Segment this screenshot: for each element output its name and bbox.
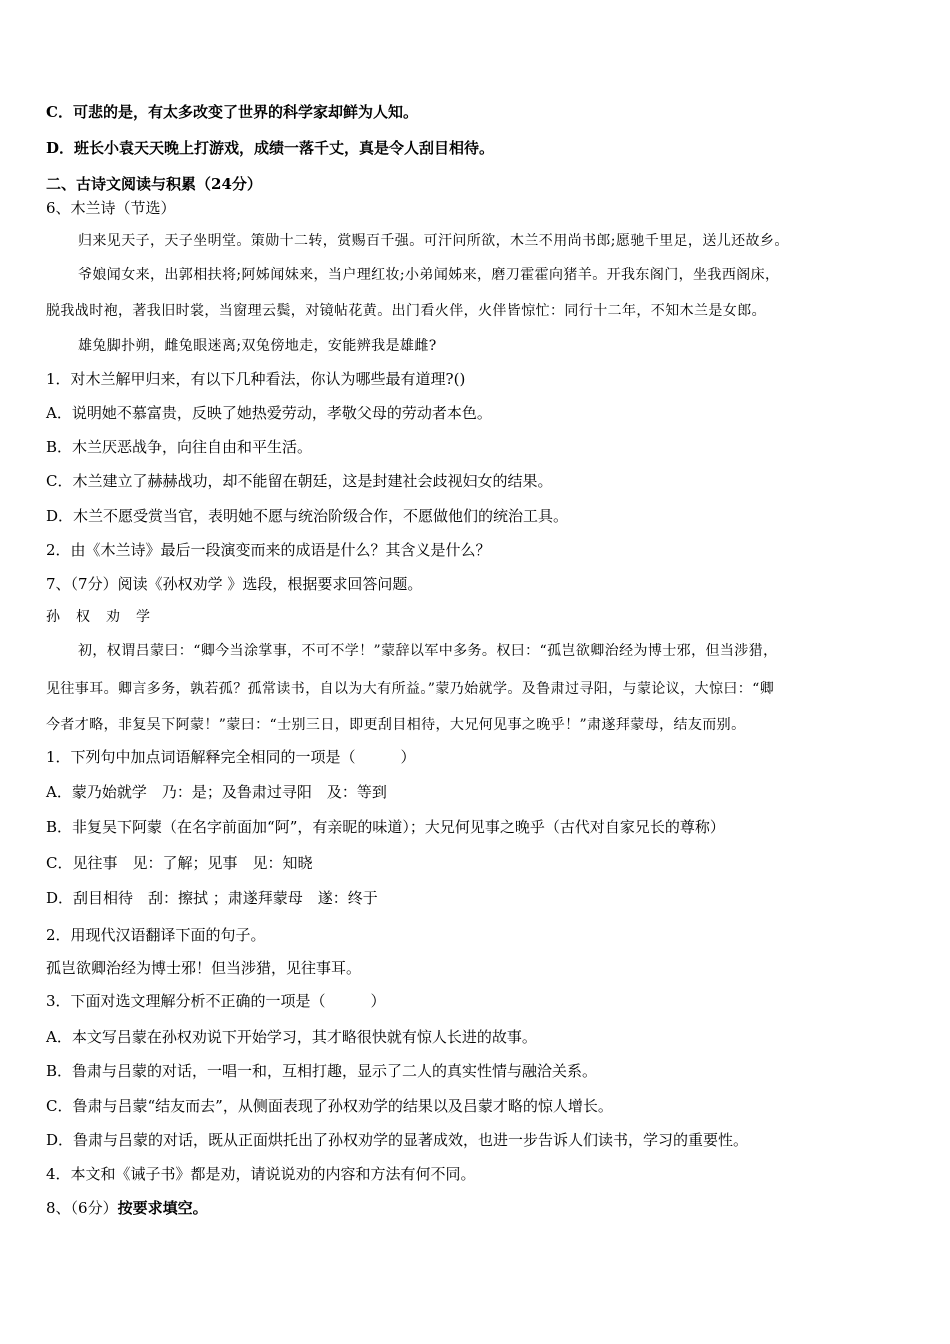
poem-line-4: 雄兔脚扑朔，雌兔眼迷离;双兔傍地走，安能辨我是雄雌? <box>78 338 437 354</box>
q7-sub2: 2．用现代汉语翻译下面的句子。 <box>46 926 266 944</box>
passage-title: 孙权劝学 <box>46 609 166 625</box>
question-7-title: 7、（7分）阅读《孙权劝学 》选段，根据要求回答问题。 <box>46 575 423 593</box>
poem-line-2: 爷娘闻女来，出郭相扶将;阿姊闻妹来，当户理红妆;小弟闻姊来，磨刀霍霍向猪羊。开我东阁门，坐我西阁床， <box>78 267 780 283</box>
q6-sub1-option-b: B．木兰厌恶战争，向往自由和平生活。 <box>46 438 313 456</box>
q7-sub3-option-d: D．鲁肃与吕蒙的对话，既从正面烘托出了孙权劝学的显著成效，也进一步告诉人们读书，学习的重要性。 <box>46 1131 749 1149</box>
q7-sub1-option-b: B．非复吴下阿蒙（在名字前面加“阿”，有亲昵的味道）；大兄何见事之晚乎（古代对自家兄长的尊称） <box>46 818 725 836</box>
q6-sub1-option-a: A．说明她不慕富贵，反映了她热爱劳动，孝敬父母的劳动者本色。 <box>46 404 492 422</box>
question-8-number: 8、（6分） <box>46 1199 118 1217</box>
passage-line-2: 见往事耳。卿言多务，孰若孤？孤常读书，自以为大有所益。”蒙乃始就学。及鲁肃过寻阳，与蒙论议，大惊曰：“卿 <box>46 681 775 697</box>
q7-sub1-option-c: C．见往事 见：了解；见事 见：知晓 <box>46 854 313 872</box>
question-6-title: 6、木兰诗（节选） <box>46 199 176 217</box>
passage-line-3: 今者才略，非复吴下阿蒙！”蒙曰：“士别三日，即更刮目相待，大兄何见事之晚乎！”肃遂拜蒙母，结友而别。 <box>46 717 746 733</box>
q6-sub1: 1．对木兰解甲归来，有以下几种看法，你认为哪些最有道理?() <box>46 370 466 388</box>
q7-sub1: 1．下列句中加点词语解释完全相同的一项是（ ） <box>46 748 416 766</box>
q7-sub2-sentence: 孤岂欲卿治经为博士邪！但当涉猎，见往事耳。 <box>46 959 362 977</box>
q6-sub2: 2．由《木兰诗》最后一段演变而来的成语是什么？其含义是什么？ <box>46 541 491 559</box>
q7-sub4: 4．本文和《诫子书》都是劝，请说说劝的内容和方法有何不同。 <box>46 1165 476 1183</box>
q6-sub1-option-d: D．木兰不愿受赏当官，表明她不愿与统治阶级合作，不愿做他们的统治工具。 <box>46 507 569 525</box>
q7-sub3: 3．下面对选文理解分析不正确的一项是（ ） <box>46 992 386 1010</box>
question-8-instruction: 按要求填空。 <box>117 1199 208 1217</box>
q7-sub1-option-d: D．刮目相待 刮：擦拭 ；肃遂拜蒙母 遂：终于 <box>46 889 378 907</box>
section-heading-classical: 二、古诗文阅读与积累（24分） <box>46 175 262 193</box>
poem-line-3: 脱我战时袍，著我旧时裳，当窗理云鬓，对镜帖花黄。出门看火伴，火伴皆惊忙：同行十二年，不知木兰是女郎。 <box>46 303 766 319</box>
option-d-sentence: D．班长小袁天天晚上打游戏，成绩一落千丈，真是令人刮目相待。 <box>46 139 495 157</box>
q7-sub3-option-b: B．鲁肃与吕蒙的对话，一唱一和，互相打趣，显示了二人的真实性情与融洽关系。 <box>46 1062 598 1080</box>
passage-line-1: 初，权谓吕蒙曰：“卿今当涂掌事，不可不学！”蒙辞以军中多务。权曰：“孤岂欲卿治经为博士邪，但当涉猎， <box>78 643 778 659</box>
question-8-title <box>46 1198 208 1218</box>
q7-sub1-option-a: A．蒙乃始就学 乃：是；及鲁肃过寻阳 及：等到 <box>46 783 387 801</box>
option-c-sentence: C．可悲的是，有太多改变了世界的科学家却鲜为人知。 <box>46 103 418 121</box>
q7-sub3-option-a: A．本文写吕蒙在孙权劝说下开始学习，其才略很快就有惊人长进的故事。 <box>46 1028 537 1046</box>
q6-sub1-option-c: C．木兰建立了赫赫战功，却不能留在朝廷，这是封建社会歧视妇女的结果。 <box>46 472 553 490</box>
poem-line-1: 归来见天子，天子坐明堂。策勋十二转，赏赐百千强。可汗问所欲，木兰不用尚书郎;愿驰千里足，送儿还故乡。 <box>78 233 789 249</box>
q7-sub3-option-c: C．鲁肃与吕蒙“结友而去”，从侧面表现了孙权劝学的结果以及吕蒙才略的惊人增长。 <box>46 1097 613 1115</box>
